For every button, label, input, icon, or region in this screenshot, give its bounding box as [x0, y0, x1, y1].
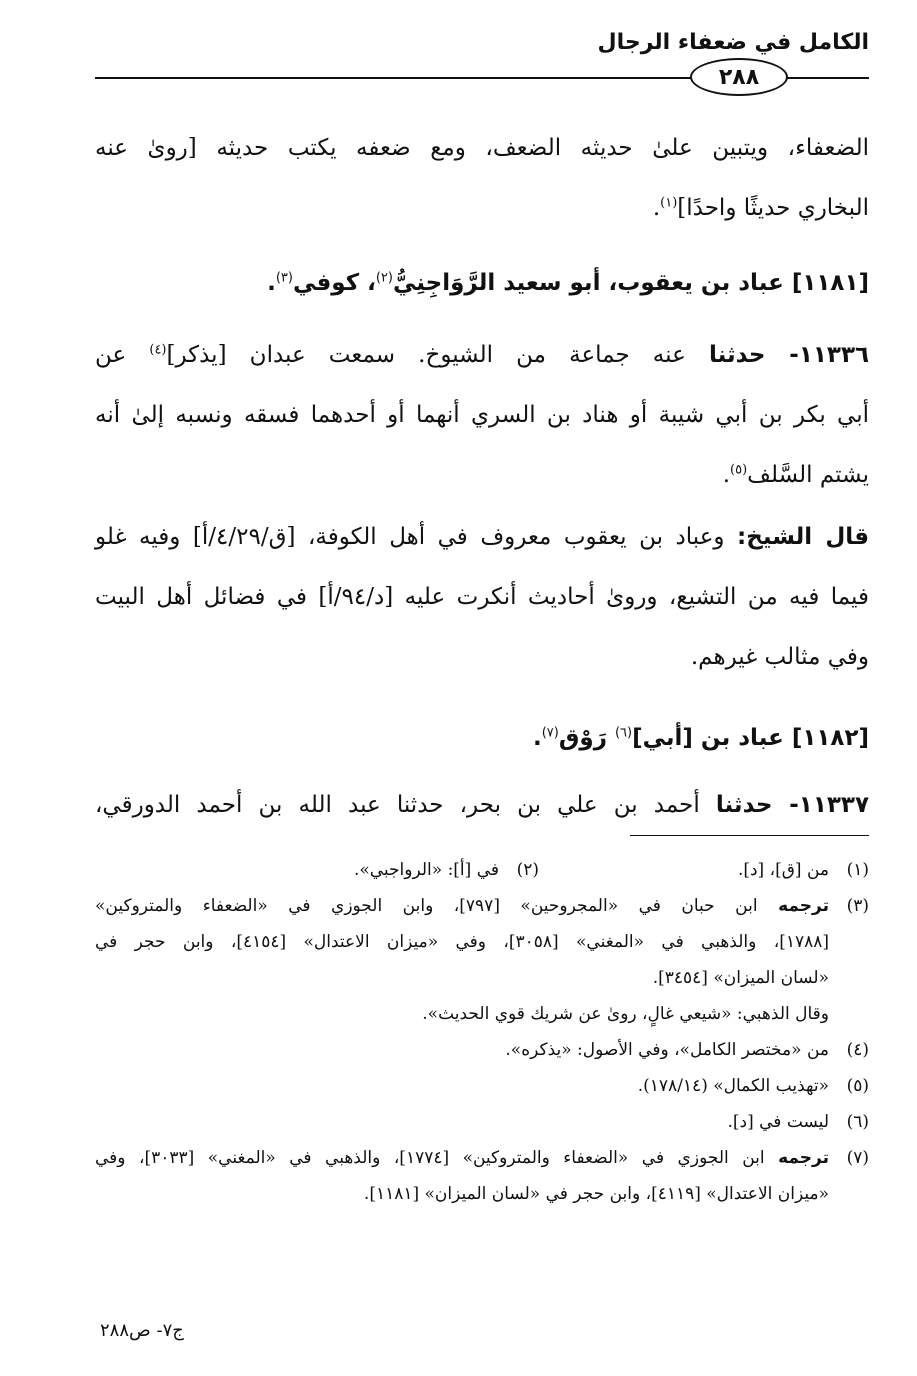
page-number-badge [690, 58, 788, 96]
hadith-11337 [95, 775, 869, 835]
sheikh-label: قال الشيخ: [737, 524, 869, 550]
entry-number: [١١٨٢] [791, 725, 869, 751]
footnote-text: ليست في [د]. [727, 1112, 829, 1132]
entry-heading-1181: [١١٨١] عباد بن يعقوب، أبو سعيد الرَّوَاجِنِيُّ$^{(٢)}$، كوفي$^{(٣)}$. [267, 270, 869, 296]
running-title: الكامل في ضعفاء الرجال [597, 30, 869, 55]
sheikh-comment-line-2: فيما فيه من التشيع، وروىٰ أحاديث أنكرت عليه [د/٩٤/أ] في فضائل أهل البيت [95, 584, 869, 610]
footnote-3: (٣) ترجمه ابن حبان في «المجروحين» [٧٩٧]، وابن الجوزي في «الضعفاء والمتروكين» [١٧٨٨]، والذهبي في «المغني» [٣٠٥٨]، وفي «ميزان الاعتدال» [٤١٥٤]، وابن حجر في «لسان الميزان» [٣٤٥٤]. [95, 888, 869, 996]
sheikh-comment-line-1: قال الشيخ: وعباد بن يعقوب معروف في أهل الكوفة، [ق/٤/٢٩/أ] وفيه غلو [95, 524, 869, 550]
footnote-text: في [أ]: «الرواجبي». [353, 860, 499, 880]
footnote-number: (١) [846, 860, 869, 880]
footnote-text: «تهذيب الكمال» (١٧٨/١٤). [637, 1076, 829, 1096]
volume-page-reference: ج٧- ص٢٨٨ [100, 1320, 184, 1341]
footnote-3-note: وقال الذهبي: «شيعي غالٍ، روىٰ عن شريك قوي الحديث». [422, 1004, 829, 1024]
footnote-ref-7[interactable]: (٧) [541, 725, 559, 741]
footnote-number: (٥) [846, 1076, 869, 1096]
page-number: ٢٨٨ [718, 64, 760, 90]
footnote-ref-2[interactable]: (٢) [375, 270, 393, 286]
entry-name: عباد بن يعقوب، أبو سعيد الرَّوَاجِنِيُّ [392, 270, 784, 296]
paragraph-1-line-2: البخاري حديثًا واحدًا]$^{(١)}$. [652, 195, 869, 221]
footnote-ref-6[interactable]: (٦) [614, 725, 633, 741]
footnote-7: (٧) ترجمه ابن الجوزي في «الضعفاء والمتروكين» [١٧٧٤]، والذهبي في «المغني» [٣٠٣٣]، وفي «ميزان الاعتدال» [٤١١٩]، وابن حجر في «لسان الميزان» [١١٨١]. [95, 1140, 869, 1212]
entry-heading-1182: [١١٨٢] عباد بن [أبي]$^{(٦)}$ رَوْق$^{(٧)}$. [532, 725, 869, 751]
footnote-text: من «مختصر الكامل»، وفي الأصول: «يذكره». [505, 1040, 829, 1060]
hadith-11337-line-1: ١١٣٣٧- حدثنا أحمد بن علي بن بحر، حدثنا عبد الله بن أحمد الدورقي، [95, 792, 869, 818]
tarjama-label: ترجمه [778, 1148, 830, 1168]
footnote-separator [630, 835, 869, 836]
footnote-2 [209, 852, 539, 888]
paragraph-1 [95, 118, 869, 238]
tarjama-label: ترجمه [778, 896, 830, 916]
footnote-number: (٧) [846, 1148, 869, 1168]
footnote-text: من [ق]، [د]. [737, 860, 829, 880]
footnotes-1-2 [95, 852, 869, 888]
footnote-number: (٢) [516, 860, 539, 880]
sheikh-comment-line-3: وفي مثالب غيرهم. [690, 644, 869, 670]
hadith-number: ١١٣٣٦- حدثنا [708, 342, 870, 368]
footnote-ref-4[interactable]: (٤) [149, 342, 167, 358]
paragraph-1-line-1: الضعفاء، ويتبين علىٰ حديثه الضعف، ومع ضعفه يكتب حديثه [روىٰ عنه [95, 135, 869, 161]
footnote-1 [539, 852, 869, 888]
footnote-ref-5[interactable]: (٥) [730, 462, 748, 478]
footnote-number: (٣) [846, 896, 869, 916]
hadith-11336-line-2: أبي بكر بن أبي شيبة أو هناد بن السري أنهما أو أحدهما فسقه ونسبه إلىٰ أنه [95, 402, 869, 428]
footnote-4 [95, 1032, 869, 1068]
footnotes [95, 852, 869, 1212]
hadith-11336 [95, 325, 869, 505]
footnote-ref-1[interactable]: (١) [660, 195, 678, 211]
footnote-number: (٤) [846, 1040, 869, 1060]
hadith-11336-line-1: ١١٣٣٦- حدثنا عنه جماعة من الشيوخ. سمعت عبدان [يذكر]$^{(٤)}$ عن [95, 342, 870, 368]
hadith-11336-line-3: يشتم السَّلف$^{(٥)}$. [722, 462, 869, 488]
hadith-number: ١١٣٣٧- حدثنا [715, 792, 869, 818]
footnote-ref-3[interactable]: (٣) [275, 270, 293, 286]
footnote-5 [95, 1068, 869, 1104]
footnote-6 [95, 1104, 869, 1140]
sheikh-comment [95, 507, 869, 687]
footnote-number: (٦) [846, 1112, 869, 1132]
entry-number: [١١٨١] [791, 270, 869, 296]
